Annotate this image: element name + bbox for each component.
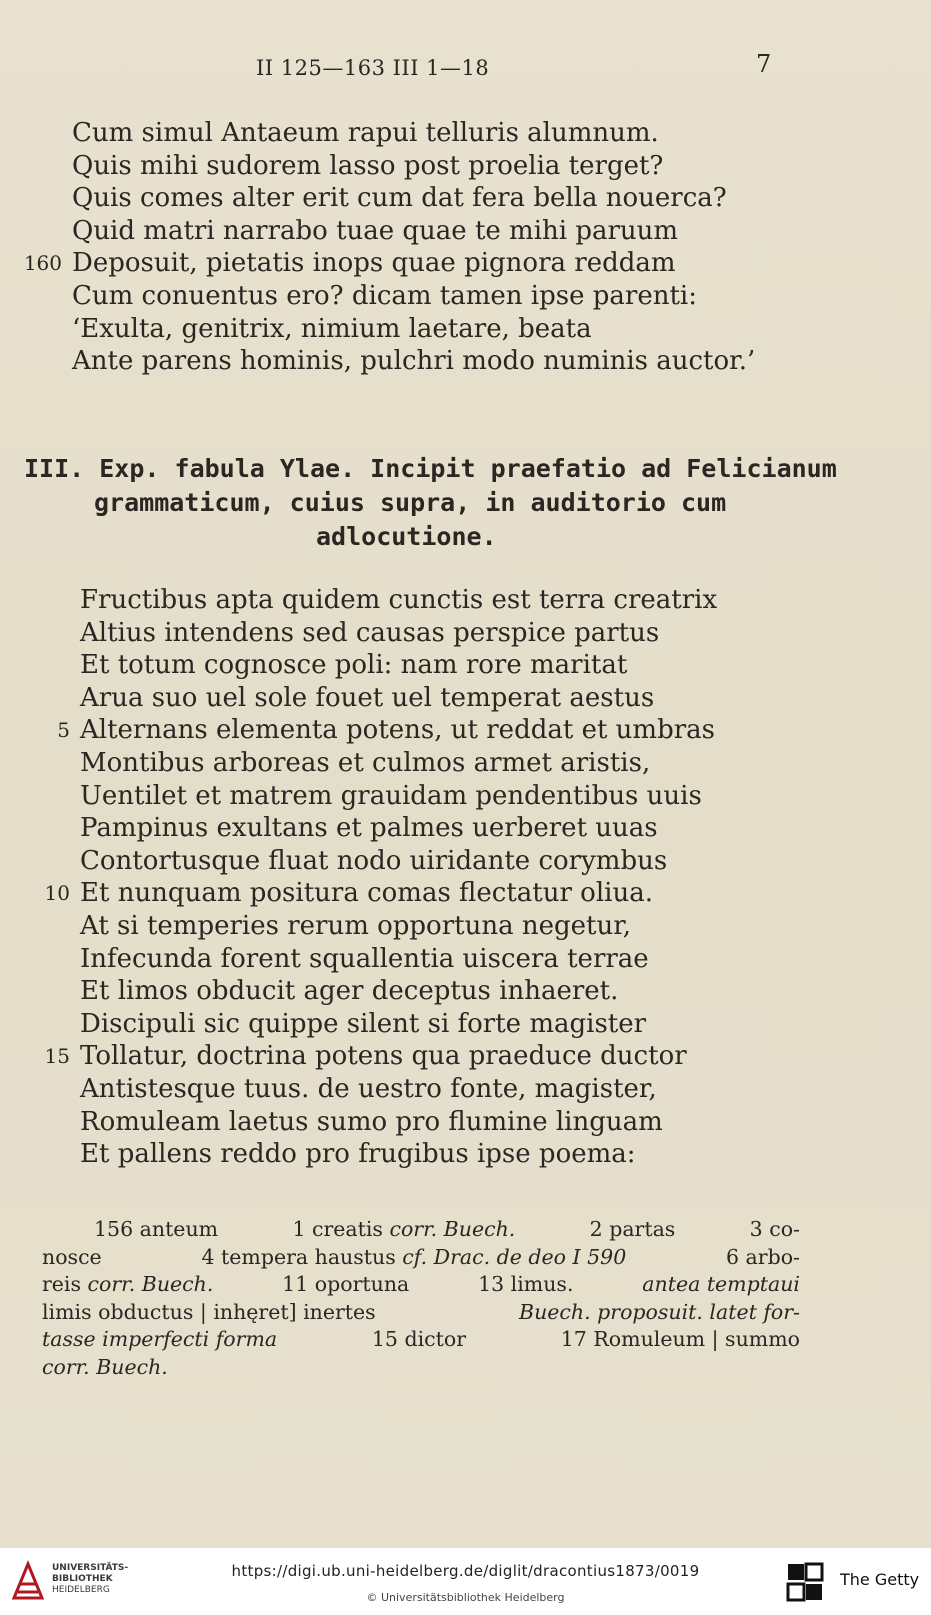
section-heading	[24, 452, 837, 554]
verse-text: Et totum cognosce poli: nam rore maritat	[80, 650, 628, 681]
verse-line	[80, 649, 717, 682]
heading-line-3: adlocutione.	[316, 522, 497, 551]
verse-text: Montibus arboreas et culmos armet aristis,	[80, 747, 651, 778]
verse-line	[72, 280, 755, 313]
viewer-footer	[0, 1548, 931, 1615]
verse-text: Infecunda forent squallentia uiscera terrae	[80, 943, 649, 974]
verse-line	[72, 150, 755, 183]
verse-line	[80, 975, 717, 1008]
heading-line-2: grammaticum, cuius supra, in auditorio cum	[94, 488, 727, 517]
verse-line	[72, 345, 755, 378]
verse-text: Discipuli sic quippe silent si forte magister	[80, 1008, 647, 1039]
verse-line	[44, 877, 717, 910]
verse-text: Alternans elementa potens, ut reddat et umbras	[80, 715, 715, 746]
verse-text: Romuleam laetus sumo pro flumine linguam	[80, 1106, 663, 1137]
verse-line	[80, 1138, 717, 1171]
verse-line	[80, 1073, 717, 1106]
verse-line	[44, 1040, 717, 1073]
verse-line	[80, 1008, 717, 1041]
line-number: 10	[44, 881, 70, 906]
getty-partner-name: The Getty	[840, 1570, 920, 1589]
verse-line	[57, 714, 717, 747]
verse-text: Quid matri narrabo tuae quae te mihi paruum	[72, 215, 679, 246]
note-line: nosce 4 tempera haustus cf. Drac. de deo I 590 6 arbo-	[42, 1244, 800, 1269]
getty-logo-icon	[786, 1562, 824, 1602]
note-line: tasse imperfecti forma 15 dictor 17 Romuleum | summo	[42, 1327, 800, 1352]
verse-line	[80, 682, 717, 715]
verse-block-a	[23, 117, 756, 378]
heading-line-1: III. Exp. fabula Ylae. Incipit praefatio ad Felicianum	[24, 454, 837, 483]
line-number: 5	[57, 718, 70, 743]
verse-line	[80, 812, 717, 845]
copyright-notice: © Universitätsbibliothek Heidelberg	[366, 1591, 565, 1604]
verse-text: Tollatur, doctrina potens qua praeduce ductor	[80, 1041, 687, 1072]
verse-text: Altius intendens sed causas perspice partus	[80, 617, 660, 648]
verse-line	[80, 747, 717, 780]
verse-text: At si temperies rerum opportuna negetur,	[80, 910, 632, 941]
verse-text: Quis mihi sudorem lasso post proelia terget?	[72, 150, 664, 181]
verse-text: Ante parens hominis, pulchri modo numinis auctor.’	[72, 346, 756, 377]
verse-line	[80, 617, 717, 650]
note-line: reis corr. Buech. 11 oportuna 13 limus. antea temptaui	[42, 1272, 800, 1297]
note-line: 156 anteum 1 creatis corr. Buech. 2 partas 3 co-	[94, 1217, 800, 1241]
note-line: corr. Buech.	[42, 1354, 168, 1379]
verse-text: Cum simul Antaeum rapui telluris alumnum.	[72, 118, 659, 148]
verse-line	[23, 247, 755, 280]
verse-text: ‘Exulta, genitrix, nimium laetare, beata	[72, 313, 592, 344]
verse-text: Pampinus exultans et palmes uerberet uuas	[80, 813, 658, 844]
note-line: limis obductus | inhęret] inertes Buech. proposuit. latet for-	[42, 1299, 800, 1324]
verse-line	[72, 313, 755, 346]
verse-text: Contortusque fluat nodo uiridante corymbus	[80, 845, 668, 876]
verse-text: Antistesque tuus. de uestro fonte, magister,	[80, 1073, 657, 1104]
critical-apparatus	[42, 1216, 800, 1382]
verse-line	[80, 845, 717, 878]
verse-line	[80, 1106, 717, 1139]
verse-line	[72, 182, 755, 215]
verse-line	[72, 215, 755, 248]
verse-line	[80, 943, 717, 976]
university-library-name: UNIVERSITÄTS- BIBLIOTHEK HEIDELBERG	[52, 1563, 129, 1595]
line-number: 15	[44, 1044, 70, 1069]
verse-block-b	[44, 584, 718, 1171]
permalink-url[interactable]: https://digi.ub.uni-heidelberg.de/diglit/dracontius1873/0019	[231, 1562, 700, 1580]
verse-line	[80, 584, 717, 617]
verse-text: Uentilet et matrem grauidam pendentibus uuis	[80, 780, 702, 811]
verse-text: Deposuit, pietatis inops quae pignora reddam	[72, 248, 676, 279]
page-number: 7	[756, 50, 772, 78]
line-number: 160	[23, 251, 62, 276]
verse-text: Et nunquam positura comas flectatur oliua.	[80, 878, 653, 909]
verse-text: Et pallens reddo pro frugibus ipse poema:	[80, 1139, 636, 1170]
verse-text: Quis comes alter erit cum dat fera bella nouerca?	[72, 183, 727, 214]
verse-text: Cum conuentus ero? dicam tamen ipse parenti:	[72, 280, 697, 311]
verse-line	[72, 117, 755, 150]
verse-text: Et limos obducit ager deceptus inhaeret.	[80, 976, 619, 1007]
verse-text: Fructibus apta quidem cunctis est terra creatrix	[80, 585, 718, 615]
verse-line	[80, 910, 717, 943]
verse-line	[80, 780, 717, 813]
running-head: II 125—163 III 1—18	[256, 56, 490, 80]
verse-text: Arua suo uel sole fouet uel temperat aestus	[80, 682, 655, 713]
